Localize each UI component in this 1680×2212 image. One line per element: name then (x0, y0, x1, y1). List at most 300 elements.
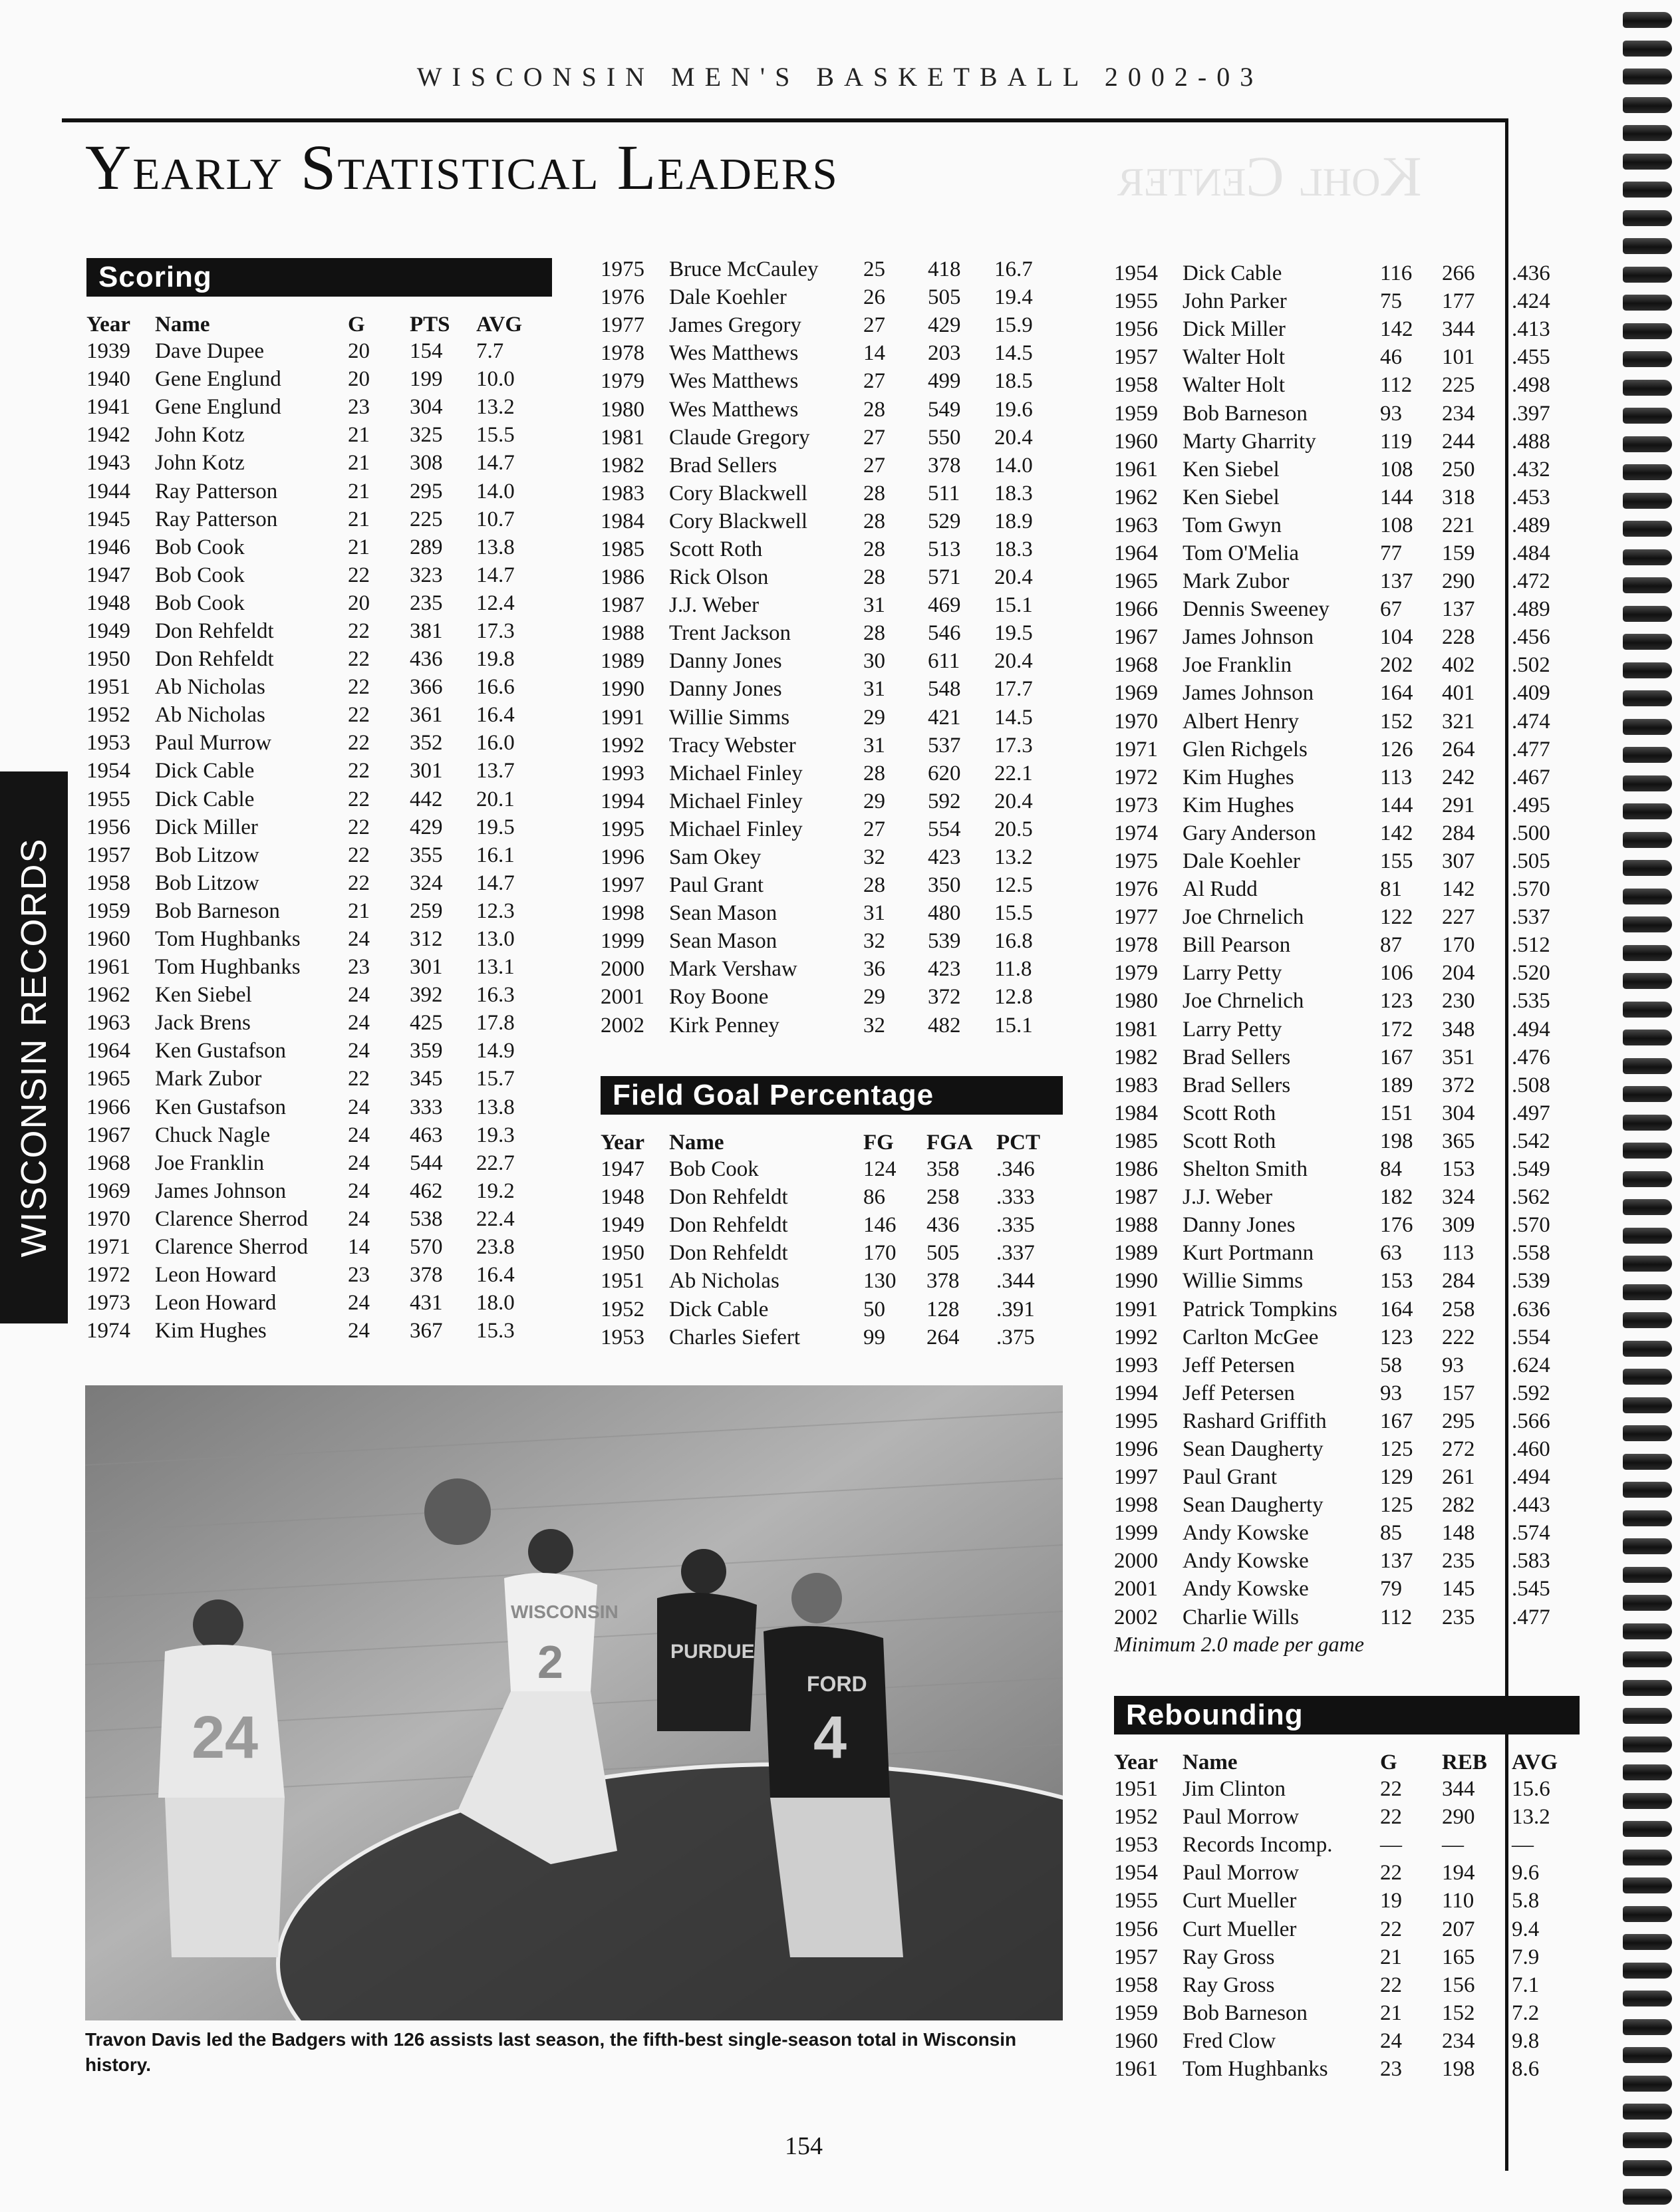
table-cell: 423 (928, 957, 961, 982)
table-cell: Dick Cable (1183, 261, 1282, 286)
table-row (1114, 875, 1585, 903)
table-cell: 272 (1442, 1437, 1475, 1461)
table-cell: James Johnson (1183, 625, 1314, 650)
table-cell: 304 (410, 395, 443, 420)
table-cell: 9.6 (1512, 1861, 1540, 1885)
table-cell: Carlton McGee (1183, 1325, 1319, 1349)
table-cell: 1980 (601, 397, 644, 422)
table-cell: Ray Gross (1183, 1945, 1275, 1969)
table-cell: 235 (1442, 1549, 1475, 1574)
table-header-row (1114, 1747, 1585, 1775)
table-cell: 499 (928, 369, 961, 394)
table-cell: .554 (1512, 1325, 1550, 1349)
table-cell: Dick Cable (669, 1297, 769, 1321)
table-row (601, 843, 1067, 871)
table-cell: 1993 (601, 761, 644, 785)
table-cell: .558 (1512, 1241, 1550, 1266)
table-cell: Michael Finley (669, 789, 803, 813)
table-cell: 1974 (86, 1319, 130, 1343)
table-cell: 544 (410, 1151, 443, 1175)
table-cell: Gary Anderson (1183, 821, 1316, 845)
table-cell: 308 (410, 451, 443, 476)
table-cell: 14.5 (994, 705, 1033, 730)
table-cell: 301 (410, 955, 443, 980)
table-cell: 1968 (86, 1151, 130, 1175)
table-cell: 28 (863, 537, 885, 561)
table-cell: 18.5 (994, 369, 1033, 394)
table-cell: 14 (348, 1235, 370, 1260)
table-cell: 351 (1442, 1045, 1475, 1069)
table-cell: 301 (410, 759, 443, 783)
table-cell: 1976 (601, 285, 644, 310)
binding-coil (1623, 889, 1672, 904)
table-row (1114, 567, 1585, 595)
table-cell: 17.3 (994, 733, 1033, 758)
table-cell: 21 (348, 899, 370, 923)
table-row (86, 1065, 549, 1093)
table-cell: 1959 (1114, 401, 1158, 426)
binding-coil (1623, 295, 1672, 311)
table-cell: 570 (410, 1235, 443, 1260)
column-header: FGA (926, 1131, 973, 1155)
binding-coil (1623, 662, 1672, 678)
table-cell: Brad Sellers (1183, 1073, 1291, 1097)
table-row (1114, 456, 1585, 484)
table-cell: Marty Gharrity (1183, 429, 1316, 454)
table-cell: 442 (410, 787, 443, 811)
table-cell: 84 (1380, 1157, 1402, 1182)
table-cell: 1983 (601, 481, 644, 505)
table-cell: 13.2 (994, 845, 1033, 870)
table-cell: 24 (348, 1039, 370, 1063)
binding-coil (1623, 436, 1672, 452)
table-row (1114, 651, 1585, 679)
table-cell: Glen Richgels (1183, 737, 1308, 761)
table-row (1114, 1127, 1585, 1155)
table-cell: 318 (1442, 485, 1475, 509)
column-header: G (1380, 1750, 1397, 1774)
table-cell: 19.3 (476, 1123, 515, 1147)
table-cell: 24 (1380, 2028, 1402, 2053)
table-cell: Al Rudd (1183, 877, 1258, 902)
table-cell: .413 (1512, 317, 1550, 342)
table-row (1114, 623, 1585, 651)
table-cell: 24 (348, 1151, 370, 1175)
table-cell: Ken Siebel (1183, 457, 1280, 482)
table-cell: 1986 (601, 565, 644, 590)
table-cell: Trent Jackson (669, 621, 791, 646)
table-cell: .344 (996, 1269, 1035, 1294)
table-cell: Albert Henry (1183, 709, 1300, 734)
table-cell: 1996 (601, 845, 644, 870)
table-cell: 22 (348, 647, 370, 672)
table-cell: 23 (348, 1263, 370, 1288)
table-row (1114, 736, 1585, 763)
table-cell: 1966 (1114, 597, 1158, 622)
table-cell: .500 (1512, 821, 1550, 845)
table-cell: 1970 (86, 1206, 130, 1231)
table-cell: 1947 (601, 1157, 644, 1182)
table-row (601, 591, 1067, 619)
table-row (601, 452, 1067, 480)
table-cell: 225 (1442, 373, 1475, 398)
table-cell: .562 (1512, 1185, 1550, 1210)
running-header: WISCONSIN MEN'S BASKETBALL 2002-03 (416, 62, 1264, 92)
table-cell: Tom Hughbanks (155, 927, 301, 952)
table-cell: 1988 (1114, 1213, 1158, 1238)
table-cell: .505 (1512, 849, 1550, 874)
table-cell: .624 (1512, 1353, 1550, 1377)
table-cell: 462 (410, 1178, 443, 1203)
table-cell: 1970 (1114, 709, 1158, 734)
table-cell: 27 (863, 817, 885, 841)
table-cell: 1974 (1114, 821, 1158, 845)
table-cell: 2000 (1114, 1549, 1158, 1574)
table-cell: 125 (1380, 1437, 1413, 1461)
table-row (1114, 371, 1585, 399)
table-cell: Shelton Smith (1183, 1157, 1308, 1182)
table-cell: 148 (1442, 1521, 1475, 1546)
table-cell: 1997 (601, 873, 644, 898)
table-cell: 75 (1380, 289, 1402, 314)
binding-coil (1623, 1510, 1672, 1526)
table-cell: .424 (1512, 289, 1550, 314)
table-cell: Curt Mueller (1183, 1917, 1297, 1941)
binding-coil (1623, 916, 1672, 932)
table-cell: .409 (1512, 681, 1550, 706)
binding-coil (1623, 1086, 1672, 1102)
table-row (601, 1295, 1063, 1323)
table-row (1114, 1859, 1585, 1887)
table-cell: 1961 (1114, 457, 1158, 482)
table-cell: .489 (1512, 597, 1550, 622)
table-cell: 19.5 (476, 815, 515, 839)
table-row (1114, 1239, 1585, 1267)
table-cell: 167 (1380, 1045, 1413, 1069)
table-row (1114, 1519, 1585, 1547)
table-cell: Paul Morrow (1183, 1861, 1300, 1885)
table-cell: 295 (1442, 1409, 1475, 1433)
table-cell: 129 (1380, 1465, 1413, 1490)
binding-coil (1623, 1143, 1672, 1159)
table-cell: 1952 (86, 703, 130, 728)
binding-coil (1623, 775, 1672, 791)
binding-coil (1623, 464, 1672, 480)
table-cell: 28 (863, 509, 885, 533)
table-cell: Mark Zubor (155, 1067, 262, 1091)
table-cell: 1994 (601, 789, 644, 813)
table-cell: 16.6 (476, 675, 515, 700)
table-cell: Clarence Sherrod (155, 1235, 308, 1260)
table-row (86, 925, 549, 953)
table-cell: 12.4 (476, 591, 515, 615)
table-cell: .495 (1512, 793, 1550, 817)
table-cell: 1965 (1114, 569, 1158, 594)
table-cell: 19.6 (994, 397, 1033, 422)
table-cell: 1990 (601, 677, 644, 702)
table-cell: 22 (348, 703, 370, 728)
table-row (1114, 287, 1585, 315)
table-cell: 1973 (1114, 793, 1158, 817)
table-cell: 10.7 (476, 507, 515, 531)
table-cell: .497 (1512, 1101, 1550, 1125)
table-cell: 12.8 (994, 985, 1033, 1010)
binding-coil (1623, 1199, 1672, 1215)
table-cell: 164 (1380, 1297, 1413, 1321)
table-cell: 348 (1442, 1017, 1475, 1041)
table-cell: .494 (1512, 1465, 1550, 1490)
table-cell: 21 (348, 423, 370, 448)
table-cell: 1981 (1114, 1017, 1158, 1041)
table-cell: Wes Matthews (669, 341, 799, 366)
table-cell: Mark Zubor (1183, 569, 1290, 594)
table-cell: Joe Franklin (1183, 653, 1292, 678)
table-cell: 21 (348, 451, 370, 476)
table-cell: 266 (1442, 261, 1475, 286)
table-cell: 23 (348, 955, 370, 980)
table-cell: 119 (1380, 429, 1413, 454)
table-cell: 207 (1442, 1917, 1475, 1941)
table-cell: .443 (1512, 1493, 1550, 1518)
table-cell: 1998 (1114, 1493, 1158, 1518)
table-cell: 9.4 (1512, 1917, 1540, 1941)
table-cell: 290 (1442, 1805, 1475, 1830)
table-cell: John Kotz (155, 423, 245, 448)
column-header: AVG (1512, 1750, 1558, 1774)
table-cell: 1945 (86, 507, 130, 531)
table-cell: 20.1 (476, 787, 515, 811)
table-cell: 358 (926, 1157, 960, 1182)
table-row (86, 477, 549, 505)
table-cell: 21 (1380, 1945, 1402, 1969)
table-row (601, 1211, 1063, 1239)
jersey-number-4: 4 (813, 1705, 847, 1771)
table-cell: 289 (410, 535, 443, 559)
table-cell: 1951 (86, 675, 130, 700)
table-cell: Fred Clow (1183, 2028, 1276, 2053)
table-cell: 20.4 (994, 649, 1033, 674)
table-cell: 20.4 (994, 789, 1033, 813)
table-cell: 1965 (86, 1067, 130, 1091)
table-cell: 104 (1380, 625, 1413, 650)
binding-coil (1623, 1651, 1672, 1667)
table-cell: 1953 (86, 731, 130, 756)
table-cell: 16.4 (476, 703, 515, 728)
table-cell: Rick Olson (669, 565, 769, 590)
table-cell: 235 (410, 591, 443, 615)
table-cell: 1951 (601, 1269, 644, 1294)
binding-coil (1623, 634, 1672, 650)
table-cell: Ken Siebel (155, 983, 252, 1008)
table-cell: — (1442, 1833, 1464, 1858)
table-row (86, 561, 549, 589)
table-row (86, 729, 549, 757)
table-cell: Danny Jones (669, 649, 782, 674)
table-cell: 77 (1380, 541, 1402, 565)
table-cell: 264 (926, 1325, 960, 1349)
table-cell: Larry Petty (1183, 961, 1282, 986)
table-cell: 22.7 (476, 1151, 515, 1175)
table-cell: 112 (1380, 373, 1413, 398)
table-cell: 15.1 (994, 1013, 1033, 1037)
table-cell: 1955 (1114, 289, 1158, 314)
table-cell: 312 (410, 927, 443, 952)
table-cell: 24 (348, 1178, 370, 1203)
table-cell: 142 (1380, 821, 1413, 845)
table-cell: Tom Hughbanks (155, 955, 301, 980)
table-row (86, 897, 549, 925)
table-cell: 189 (1380, 1073, 1413, 1097)
table-cell: 1967 (1114, 625, 1158, 650)
table-cell: 1969 (1114, 681, 1158, 706)
table-cell: 36 (863, 957, 885, 982)
table-cell: 234 (1442, 2028, 1475, 2053)
table-row (601, 1239, 1063, 1267)
binding-coil (1623, 267, 1672, 283)
table-cell: 355 (410, 843, 443, 867)
table-row (1114, 1971, 1585, 1999)
table-row (1114, 819, 1585, 847)
table-row (1114, 539, 1585, 567)
table-cell: 436 (926, 1213, 960, 1238)
binding-coil (1623, 182, 1672, 198)
table-cell: 27 (863, 369, 885, 394)
table-row (1114, 1379, 1585, 1407)
table-cell: 1985 (1114, 1129, 1158, 1153)
table-cell: 372 (928, 985, 961, 1010)
table-cell: 324 (1442, 1185, 1475, 1210)
table-cell: 482 (928, 1013, 961, 1037)
table-cell: Bob Litzow (155, 843, 259, 867)
table-cell: 23 (348, 395, 370, 420)
binding-coil (1623, 125, 1672, 141)
table-cell: 222 (1442, 1325, 1475, 1349)
table-cell: 16.1 (476, 843, 515, 867)
table-cell: 12.5 (994, 873, 1033, 898)
table-cell: 1977 (1114, 905, 1158, 930)
table-cell: 13.1 (476, 955, 515, 980)
table-cell: 146 (863, 1213, 897, 1238)
table-cell: Don Rehfeldt (669, 1241, 788, 1266)
table-cell: 227 (1442, 905, 1475, 930)
table-cell: Dennis Sweeney (1183, 597, 1330, 622)
table-cell: 1958 (1114, 373, 1158, 398)
table-cell: .498 (1512, 373, 1550, 398)
table-cell: 17.8 (476, 1011, 515, 1036)
table-cell: 13.0 (476, 927, 515, 952)
table-cell: 1962 (86, 983, 130, 1008)
table-cell: 539 (928, 929, 961, 954)
table-cell: Scott Roth (669, 537, 763, 561)
table-cell: 282 (1442, 1493, 1475, 1518)
table-header-row (601, 1127, 1063, 1155)
table-cell: 142 (1442, 877, 1475, 902)
table-row (601, 535, 1067, 563)
table-cell: 1961 (1114, 2056, 1158, 2081)
table-cell: Sean Daugherty (1183, 1437, 1324, 1461)
table-cell: 67 (1380, 597, 1402, 622)
table-row (1114, 931, 1585, 959)
table-cell: 164 (1380, 681, 1413, 706)
table-cell: 9.8 (1512, 2028, 1540, 2053)
table-cell: 18.0 (476, 1291, 515, 1315)
binding-coil (1623, 690, 1672, 706)
table-cell: 325 (410, 423, 443, 448)
binding-coil (1623, 803, 1672, 819)
binding-coil (1623, 1850, 1672, 1866)
table-cell: 15.9 (994, 313, 1033, 338)
table-cell: 1977 (601, 313, 644, 338)
table-row (1114, 1043, 1585, 1071)
table-cell: 108 (1380, 457, 1413, 482)
table-cell: 366 (410, 675, 443, 700)
table-cell: .636 (1512, 1297, 1550, 1321)
table-row (86, 953, 549, 981)
table-cell: .346 (996, 1157, 1035, 1182)
table-cell: 137 (1380, 569, 1413, 594)
table-cell: 1948 (86, 591, 130, 615)
table-cell: 155 (1380, 849, 1413, 874)
table-cell: 378 (410, 1263, 443, 1288)
table-row (1114, 1099, 1585, 1127)
table-cell: 228 (1442, 625, 1475, 650)
table-cell: 14 (863, 341, 885, 366)
photo-caption: Travon Davis led the Badgers with 126 assists last season, the fifth-best single-season total in Wisconsin history. (85, 2029, 1017, 2075)
table-row (86, 421, 549, 449)
table-row (86, 981, 549, 1009)
table-row (86, 1121, 549, 1149)
table-cell: 7.7 (476, 339, 504, 364)
table-cell: 264 (1442, 737, 1475, 761)
table-cell: .432 (1512, 457, 1550, 482)
table-cell: .542 (1512, 1129, 1550, 1153)
table-cell: 15.1 (994, 593, 1033, 618)
table-cell: 1952 (601, 1297, 644, 1321)
table-cell: 14.7 (476, 563, 515, 587)
table-cell: 24 (348, 1319, 370, 1343)
table-cell: 1975 (601, 257, 644, 282)
jersey-text-wisconsin: WISCONSIN (511, 1601, 619, 1622)
table-cell: 333 (410, 1095, 443, 1119)
table-cell: 344 (1442, 317, 1475, 342)
table-cell: 381 (410, 619, 443, 643)
table-cell: 307 (1442, 849, 1475, 874)
table-cell: 1954 (86, 759, 130, 783)
table-cell: .391 (996, 1297, 1035, 1321)
table-cell: Gene Englund (155, 367, 281, 392)
table-cell: 21 (348, 507, 370, 531)
table-row (1114, 2055, 1585, 2083)
table-cell: 79 (1380, 1577, 1402, 1601)
table-cell: Walter Holt (1183, 373, 1286, 398)
table-cell: 172 (1380, 1017, 1413, 1041)
binding-coil (1623, 1284, 1672, 1300)
table-cell: Scott Roth (1183, 1101, 1276, 1125)
table-row (1114, 1491, 1585, 1519)
table-row (601, 787, 1067, 815)
binding-coil (1623, 1877, 1672, 1893)
table-cell: 1987 (601, 593, 644, 618)
table-cell: 31 (863, 593, 885, 618)
table-row (1114, 428, 1585, 456)
table-cell: 27 (863, 313, 885, 338)
table-row (601, 367, 1067, 395)
table-row (86, 1289, 549, 1317)
table-cell: Ken Gustafson (155, 1095, 287, 1119)
table-row (86, 1149, 549, 1177)
table-cell: .545 (1512, 1577, 1550, 1601)
table-cell: 234 (1442, 401, 1475, 426)
